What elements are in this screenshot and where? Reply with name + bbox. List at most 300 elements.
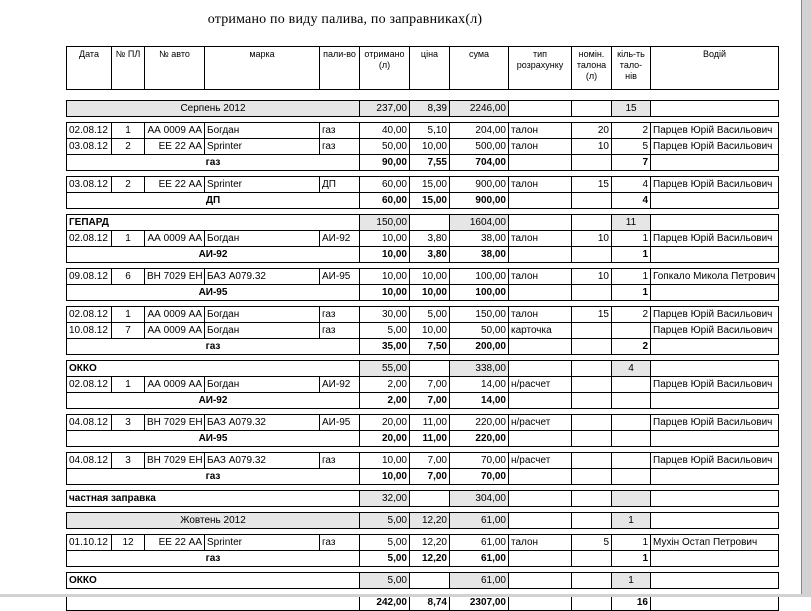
data-row bbox=[67, 415, 779, 431]
price-cell: 5,00 bbox=[410, 307, 450, 323]
data-row bbox=[67, 123, 779, 139]
subtotal-sum: 220,00 bbox=[450, 431, 509, 447]
pl-cell: 3 bbox=[112, 415, 145, 431]
grand-total-price: 8,74 bbox=[410, 595, 450, 611]
count-cell bbox=[612, 377, 651, 393]
subtotal-row bbox=[67, 339, 779, 355]
car-cell: АА 0009 АА bbox=[145, 377, 205, 393]
data-row bbox=[67, 269, 779, 285]
sum-cell: 500,00 bbox=[450, 139, 509, 155]
pl-cell: 12 bbox=[112, 535, 145, 551]
cell bbox=[651, 247, 779, 263]
car-cell: ВН 7029 ЕН bbox=[145, 269, 205, 285]
driver-cell: Парцев Юрій Васильович bbox=[651, 377, 779, 393]
spacer-row bbox=[67, 90, 779, 101]
cell bbox=[651, 155, 779, 171]
month-sum: 61,00 bbox=[450, 513, 509, 529]
subtotal-label: АИ-92 bbox=[67, 393, 360, 409]
cell bbox=[651, 573, 779, 589]
cell bbox=[572, 431, 612, 447]
month-name: Серпень 2012 bbox=[67, 101, 360, 117]
sum-cell: 220,00 bbox=[450, 415, 509, 431]
column-header: ціна bbox=[410, 47, 450, 90]
station-count bbox=[612, 491, 651, 507]
subtotal-price: 10,00 bbox=[410, 285, 450, 301]
data-row bbox=[67, 307, 779, 323]
sum-cell: 14,00 bbox=[450, 377, 509, 393]
column-header: кіль-ть тало-нів bbox=[612, 47, 651, 90]
driver-cell: Парцев Юрій Васильович bbox=[651, 323, 779, 339]
subtotal-price: 11,00 bbox=[410, 431, 450, 447]
pl-cell: 1 bbox=[112, 231, 145, 247]
subtotal-received: 5,00 bbox=[360, 551, 410, 567]
brand-cell: Sprinter bbox=[205, 177, 320, 193]
received-cell: 10,00 bbox=[360, 269, 410, 285]
car-cell: ВН 7029 ЕН bbox=[145, 415, 205, 431]
fuel-cell: газ bbox=[320, 123, 360, 139]
subtotal-label: газ bbox=[67, 339, 360, 355]
brand-cell: Богдан bbox=[205, 307, 320, 323]
brand-cell: БАЗ А079.32 bbox=[205, 453, 320, 469]
station-row bbox=[67, 361, 779, 377]
station-name: ОККО bbox=[67, 361, 360, 377]
driver-cell: Парцев Юрій Васильович bbox=[651, 123, 779, 139]
received-cell: 5,00 bbox=[360, 323, 410, 339]
station-price bbox=[410, 491, 450, 507]
subtotal-count: 7 bbox=[612, 155, 651, 171]
station-name: частная заправка bbox=[67, 491, 360, 507]
station-received: 55,00 bbox=[360, 361, 410, 377]
nominal-cell: 5 bbox=[572, 535, 612, 551]
data-row bbox=[67, 453, 779, 469]
subtotal-received: 35,00 bbox=[360, 339, 410, 355]
cell bbox=[651, 431, 779, 447]
received-cell: 50,00 bbox=[360, 139, 410, 155]
cell bbox=[572, 551, 612, 567]
received-cell: 10,00 bbox=[360, 453, 410, 469]
subtotal-label: газ bbox=[67, 469, 360, 485]
cell bbox=[572, 193, 612, 209]
driver-cell: Парцев Юрій Васильович bbox=[651, 139, 779, 155]
subtotal-row bbox=[67, 285, 779, 301]
cell bbox=[651, 193, 779, 209]
price-cell: 11,00 bbox=[410, 415, 450, 431]
car-cell: ЕЕ 22 АА bbox=[145, 535, 205, 551]
subtotal-label: ДП bbox=[67, 193, 360, 209]
page-shadow-right bbox=[802, 0, 811, 597]
grand-total-received: 242,00 bbox=[360, 595, 410, 611]
data-row bbox=[67, 323, 779, 339]
station-name: ГЕПАРД bbox=[67, 215, 360, 231]
cell bbox=[509, 247, 572, 263]
price-cell: 10,00 bbox=[410, 323, 450, 339]
nominal-cell: 15 bbox=[572, 177, 612, 193]
car-cell: АА 0009 АА bbox=[145, 123, 205, 139]
car-cell: АА 0009 АА bbox=[145, 307, 205, 323]
pl-cell: 2 bbox=[112, 139, 145, 155]
column-header: Водій bbox=[651, 47, 779, 90]
cell bbox=[509, 215, 572, 231]
fuel-cell: ДП bbox=[320, 177, 360, 193]
station-row bbox=[67, 491, 779, 507]
count-cell: 5 bbox=[612, 139, 651, 155]
car-cell: ЕЕ 22 АА bbox=[145, 139, 205, 155]
month-received: 5,00 bbox=[360, 513, 410, 529]
column-header: пали-во bbox=[320, 47, 360, 90]
sum-cell: 204,00 bbox=[450, 123, 509, 139]
sum-cell: 150,00 bbox=[450, 307, 509, 323]
spacer-cell bbox=[67, 90, 779, 101]
station-price bbox=[410, 361, 450, 377]
count-cell: 1 bbox=[612, 535, 651, 551]
column-header: № авто bbox=[145, 47, 205, 90]
cell bbox=[509, 101, 572, 117]
subtotal-received: 10,00 bbox=[360, 469, 410, 485]
car-cell: АА 0009 АА bbox=[145, 231, 205, 247]
fuel-cell: АИ-95 bbox=[320, 269, 360, 285]
cell bbox=[509, 393, 572, 409]
date-cell: 04.08.12 bbox=[67, 415, 112, 431]
subtotal-price: 15,00 bbox=[410, 193, 450, 209]
station-row bbox=[67, 215, 779, 231]
fuel-cell: газ bbox=[320, 307, 360, 323]
cell bbox=[509, 431, 572, 447]
fuel-cell: газ bbox=[320, 323, 360, 339]
station-sum: 338,00 bbox=[450, 361, 509, 377]
price-cell: 5,10 bbox=[410, 123, 450, 139]
subtotal-label: АИ-92 bbox=[67, 247, 360, 263]
type-cell: талон bbox=[509, 123, 572, 139]
cell bbox=[651, 393, 779, 409]
sum-cell: 38,00 bbox=[450, 231, 509, 247]
data-row bbox=[67, 231, 779, 247]
month-row bbox=[67, 101, 779, 117]
received-cell: 30,00 bbox=[360, 307, 410, 323]
received-cell: 60,00 bbox=[360, 177, 410, 193]
date-cell: 03.08.12 bbox=[67, 177, 112, 193]
subtotal-price: 7,00 bbox=[410, 393, 450, 409]
driver-cell: Парцев Юрій Васильович bbox=[651, 177, 779, 193]
grand-total-sum: 2307,00 bbox=[450, 595, 509, 611]
cell bbox=[651, 551, 779, 567]
month-received: 237,00 bbox=[360, 101, 410, 117]
station-received: 150,00 bbox=[360, 215, 410, 231]
car-cell: ВН 7029 ЕН bbox=[145, 453, 205, 469]
cell bbox=[651, 285, 779, 301]
car-cell: АА 0009 АА bbox=[145, 323, 205, 339]
cell bbox=[572, 469, 612, 485]
cell bbox=[572, 573, 612, 589]
month-name: Жовтень 2012 bbox=[67, 513, 360, 529]
subtotal-received: 60,00 bbox=[360, 193, 410, 209]
cell bbox=[572, 513, 612, 529]
sum-cell: 61,00 bbox=[450, 535, 509, 551]
pl-cell: 1 bbox=[112, 377, 145, 393]
type-cell: талон bbox=[509, 269, 572, 285]
subtotal-count bbox=[612, 469, 651, 485]
subtotal-row bbox=[67, 155, 779, 171]
subtotal-count: 2 bbox=[612, 339, 651, 355]
cell bbox=[572, 339, 612, 355]
pl-cell: 1 bbox=[112, 123, 145, 139]
subtotal-sum: 900,00 bbox=[450, 193, 509, 209]
price-cell: 7,00 bbox=[410, 453, 450, 469]
sum-cell: 70,00 bbox=[450, 453, 509, 469]
type-cell: н/расчет bbox=[509, 377, 572, 393]
fuel-cell: АИ-95 bbox=[320, 415, 360, 431]
brand-cell: Богдан bbox=[205, 377, 320, 393]
count-cell bbox=[612, 453, 651, 469]
subtotal-sum: 38,00 bbox=[450, 247, 509, 263]
brand-cell: БАЗ А079.32 bbox=[205, 415, 320, 431]
brand-cell: Богдан bbox=[205, 323, 320, 339]
type-cell: талон bbox=[509, 177, 572, 193]
subtotal-count bbox=[612, 431, 651, 447]
sum-cell: 100,00 bbox=[450, 269, 509, 285]
type-cell: н/расчет bbox=[509, 453, 572, 469]
price-cell: 7,00 bbox=[410, 377, 450, 393]
station-sum: 304,00 bbox=[450, 491, 509, 507]
car-cell: ЕЕ 22 АА bbox=[145, 177, 205, 193]
subtotal-price: 3,80 bbox=[410, 247, 450, 263]
pl-cell: 3 bbox=[112, 453, 145, 469]
date-cell: 02.08.12 bbox=[67, 377, 112, 393]
price-cell: 10,00 bbox=[410, 139, 450, 155]
pl-cell: 1 bbox=[112, 307, 145, 323]
subtotal-label: АИ-95 bbox=[67, 285, 360, 301]
cell bbox=[509, 193, 572, 209]
count-cell: 1 bbox=[612, 231, 651, 247]
count-cell: 1 bbox=[612, 269, 651, 285]
subtotal-sum: 200,00 bbox=[450, 339, 509, 355]
received-cell: 2,00 bbox=[360, 377, 410, 393]
station-received: 5,00 bbox=[360, 573, 410, 589]
driver-cell: Парцев Юрій Васильович bbox=[651, 453, 779, 469]
column-header: Дата bbox=[67, 47, 112, 90]
cell bbox=[651, 513, 779, 529]
sum-cell: 50,00 bbox=[450, 323, 509, 339]
data-row bbox=[67, 535, 779, 551]
date-cell: 10.08.12 bbox=[67, 323, 112, 339]
nominal-cell: 15 bbox=[572, 307, 612, 323]
station-received: 32,00 bbox=[360, 491, 410, 507]
nominal-cell: 20 bbox=[572, 123, 612, 139]
subtotal-row bbox=[67, 431, 779, 447]
subtotal-row bbox=[67, 247, 779, 263]
cell bbox=[572, 285, 612, 301]
received-cell: 10,00 bbox=[360, 231, 410, 247]
subtotal-count: 1 bbox=[612, 285, 651, 301]
subtotal-count: 4 bbox=[612, 193, 651, 209]
subtotal-count: 1 bbox=[612, 247, 651, 263]
cell bbox=[651, 361, 779, 377]
station-count: 1 bbox=[612, 573, 651, 589]
type-cell: талон bbox=[509, 535, 572, 551]
date-cell: 04.08.12 bbox=[67, 453, 112, 469]
subtotal-price: 7,00 bbox=[410, 469, 450, 485]
column-header: отримано (л) bbox=[360, 47, 410, 90]
subtotal-sum: 100,00 bbox=[450, 285, 509, 301]
driver-cell: Парцев Юрій Васильович bbox=[651, 415, 779, 431]
subtotal-row bbox=[67, 469, 779, 485]
month-price: 12,20 bbox=[410, 513, 450, 529]
fuel-cell: АИ-92 bbox=[320, 377, 360, 393]
cell bbox=[509, 573, 572, 589]
count-cell: 2 bbox=[612, 307, 651, 323]
cell bbox=[509, 551, 572, 567]
data-row bbox=[67, 139, 779, 155]
column-header: № ПЛ bbox=[112, 47, 145, 90]
brand-cell: Sprinter bbox=[205, 139, 320, 155]
brand-cell: Sprinter bbox=[205, 535, 320, 551]
station-price bbox=[410, 573, 450, 589]
subtotal-price: 7,55 bbox=[410, 155, 450, 171]
pl-cell: 6 bbox=[112, 269, 145, 285]
received-cell: 20,00 bbox=[360, 415, 410, 431]
pl-cell: 2 bbox=[112, 177, 145, 193]
month-count: 15 bbox=[612, 101, 651, 117]
data-row bbox=[67, 177, 779, 193]
cell bbox=[572, 491, 612, 507]
pl-cell: 7 bbox=[112, 323, 145, 339]
column-header: сума bbox=[450, 47, 509, 90]
month-count: 1 bbox=[612, 513, 651, 529]
count-cell bbox=[612, 415, 651, 431]
subtotal-row bbox=[67, 393, 779, 409]
sum-cell: 900,00 bbox=[450, 177, 509, 193]
cell bbox=[509, 155, 572, 171]
cell bbox=[651, 101, 779, 117]
price-cell: 3,80 bbox=[410, 231, 450, 247]
subtotal-received: 2,00 bbox=[360, 393, 410, 409]
count-cell: 4 bbox=[612, 177, 651, 193]
cell bbox=[572, 215, 612, 231]
subtotal-label: газ bbox=[67, 551, 360, 567]
date-cell: 02.08.12 bbox=[67, 307, 112, 323]
driver-cell: Мухін Остап Петрович bbox=[651, 535, 779, 551]
cell bbox=[651, 339, 779, 355]
date-cell: 09.08.12 bbox=[67, 269, 112, 285]
column-header: марка bbox=[205, 47, 320, 90]
subtotal-received: 90,00 bbox=[360, 155, 410, 171]
station-count: 4 bbox=[612, 361, 651, 377]
column-header: тип розрахунку bbox=[509, 47, 572, 90]
report-table bbox=[66, 46, 779, 611]
cell bbox=[651, 491, 779, 507]
received-cell: 40,00 bbox=[360, 123, 410, 139]
nominal-cell: 10 bbox=[572, 231, 612, 247]
subtotal-count bbox=[612, 393, 651, 409]
station-sum: 61,00 bbox=[450, 573, 509, 589]
driver-cell: Парцев Юрій Васильович bbox=[651, 231, 779, 247]
grand-total-count: 16 bbox=[612, 595, 651, 611]
date-cell: 01.10.12 bbox=[67, 535, 112, 551]
subtotal-label: газ bbox=[67, 155, 360, 171]
subtotal-sum: 14,00 bbox=[450, 393, 509, 409]
subtotal-received: 10,00 bbox=[360, 247, 410, 263]
subtotal-count: 1 bbox=[612, 551, 651, 567]
cell bbox=[509, 285, 572, 301]
type-cell: талон bbox=[509, 139, 572, 155]
count-cell: 2 bbox=[612, 123, 651, 139]
cell bbox=[509, 469, 572, 485]
brand-cell: Богдан bbox=[205, 231, 320, 247]
station-count: 11 bbox=[612, 215, 651, 231]
cell bbox=[509, 339, 572, 355]
column-header: номін. талона (л) bbox=[572, 47, 612, 90]
type-cell: талон bbox=[509, 307, 572, 323]
date-cell: 03.08.12 bbox=[67, 139, 112, 155]
subtotal-price: 12,20 bbox=[410, 551, 450, 567]
subtotal-row bbox=[67, 551, 779, 567]
nominal-cell bbox=[572, 323, 612, 339]
station-row bbox=[67, 573, 779, 589]
cell bbox=[572, 393, 612, 409]
nominal-cell: 10 bbox=[572, 269, 612, 285]
nominal-cell: 10 bbox=[572, 139, 612, 155]
date-cell: 02.08.12 bbox=[67, 123, 112, 139]
station-price bbox=[410, 215, 450, 231]
nominal-cell bbox=[572, 377, 612, 393]
subtotal-sum: 704,00 bbox=[450, 155, 509, 171]
type-cell: н/расчет bbox=[509, 415, 572, 431]
count-cell bbox=[612, 323, 651, 339]
fuel-cell: газ bbox=[320, 535, 360, 551]
subtotal-received: 20,00 bbox=[360, 431, 410, 447]
subtotal-received: 10,00 bbox=[360, 285, 410, 301]
cell bbox=[509, 361, 572, 377]
cell bbox=[572, 101, 612, 117]
cell bbox=[509, 513, 572, 529]
brand-cell: БАЗ А079.32 bbox=[205, 269, 320, 285]
month-row bbox=[67, 513, 779, 529]
data-row bbox=[67, 377, 779, 393]
date-cell: 02.08.12 bbox=[67, 231, 112, 247]
driver-cell: Парцев Юрій Васильович bbox=[651, 307, 779, 323]
subtotal-label: АИ-95 bbox=[67, 431, 360, 447]
type-cell: карточка bbox=[509, 323, 572, 339]
driver-cell: Гопкало Микола Петрович bbox=[651, 269, 779, 285]
station-sum: 1604,00 bbox=[450, 215, 509, 231]
cell bbox=[651, 469, 779, 485]
subtotal-sum: 70,00 bbox=[450, 469, 509, 485]
fuel-cell: АИ-92 bbox=[320, 231, 360, 247]
cell bbox=[572, 247, 612, 263]
fuel-cell: газ bbox=[320, 139, 360, 155]
nominal-cell bbox=[572, 415, 612, 431]
cell bbox=[572, 361, 612, 377]
cell bbox=[651, 215, 779, 231]
month-price: 8,39 bbox=[410, 101, 450, 117]
subtotal-sum: 61,00 bbox=[450, 551, 509, 567]
cell bbox=[509, 491, 572, 507]
price-cell: 10,00 bbox=[410, 269, 450, 285]
month-sum: 2246,00 bbox=[450, 101, 509, 117]
price-cell: 12,20 bbox=[410, 535, 450, 551]
header-row bbox=[67, 47, 779, 90]
fuel-cell: газ bbox=[320, 453, 360, 469]
received-cell: 5,00 bbox=[360, 535, 410, 551]
price-cell: 15,00 bbox=[410, 177, 450, 193]
station-name: ОККО bbox=[67, 573, 360, 589]
subtotal-row bbox=[67, 193, 779, 209]
brand-cell: Богдан bbox=[205, 123, 320, 139]
report-title: отримано по виду палива, по заправниках(л) bbox=[207, 12, 483, 27]
type-cell: талон bbox=[509, 231, 572, 247]
cell bbox=[572, 155, 612, 171]
subtotal-price: 7,50 bbox=[410, 339, 450, 355]
nominal-cell bbox=[572, 453, 612, 469]
